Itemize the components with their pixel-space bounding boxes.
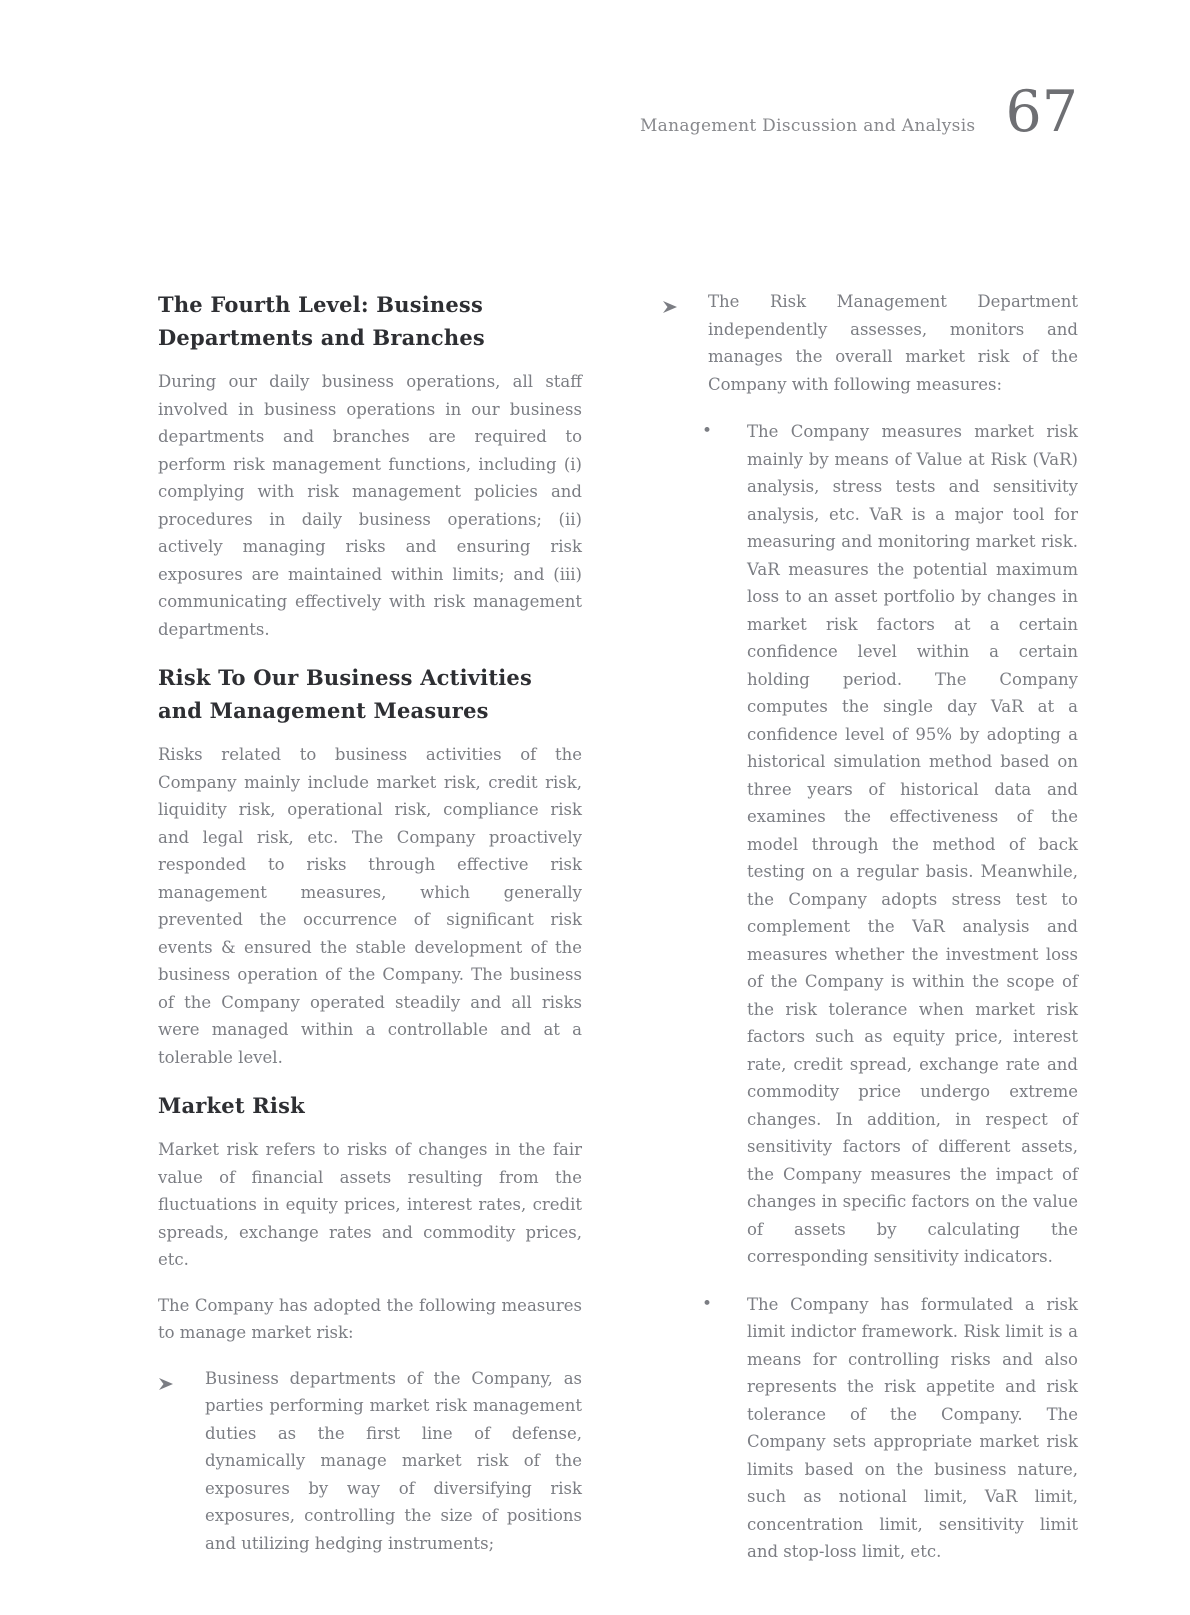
bullet-text-var-analysis: The Company measures market risk mainly by means of Value at Risk (VaR) analysis, stress tests and sensitivity analysis, etc. VaR is a major tool for measuring and monitoring market risk. VaR measures the potential maximum loss to an asset portfolio by changes in market risk factors at a certain confidence level within a certain holding period. The Company computes the single day VaR at a confidence level of 95% by adopting a historical simulation method based on three years of historical data and examines the effectiveness of the model through the method of back testing on a regular basis. Meanwhile, the Company adopts stress test to complement the VaR analysis and measures whether the investment loss of the Company is within the scope of the risk tolerance when market risk factors such as equity price, interest rate, credit spread, exchange rate and commodity price undergo extreme changes. In addition, in respect of sensitivity factors of different assets, the Company measures the impact of changes in specific factors on the value of assets by calculating the corresponding sensitivity indicators. [747, 422, 1078, 1266]
running-header-title: Management Discussion and Analysis [639, 116, 976, 136]
dot-bullet-item [702, 1291, 1078, 1566]
page-header [639, 79, 1078, 145]
bullet-text-risk-management-department: The Risk Management Department independently assesses, monitors and manages the overall market risk of the Company with following measures: [708, 292, 1078, 394]
arrow-bullet-icon [662, 288, 708, 398]
heading-fourth-level: The Fourth Level: Business Departments and Branches [158, 292, 485, 350]
arrow-bullet-icon [158, 1365, 205, 1558]
paragraph-adopted-measures-intro: The Company has adopted the following measures to manage market risk: [158, 1295, 582, 1342]
arrow-bullet-item [662, 288, 1078, 398]
paragraph-daily-operations: During our daily business operations, all staff involved in business operations in our business departments and branches are required to perform risk management functions, including (i) complying with risk management policies and procedures in daily business operations; (ii) actively managing risks and ensuring risk exposures are maintained within limits; and (iii) communicating effectively with risk management departments. [158, 372, 582, 639]
bullet-text-risk-limit-framework: The Company has formulated a risk limit indictor framework. Risk limit is a means for controlling risks and also represents the risk appetite and risk tolerance of the Company. The Company sets appropriate market risk limits based on the business nature, such as notional limit, VaR limit, concentration limit, sensitivity limit and stop-loss limit, etc. [747, 1294, 1078, 1561]
dot-bullet-icon: • [702, 421, 713, 441]
paragraph-market-risk-definition: Market risk refers to risks of changes in the fair value of financial assets resulting from the fluctuations in equity prices, interest rates, credit spreads, exchange rates and commodity prices, etc. [158, 1140, 582, 1269]
dot-bullet-icon: • [702, 1293, 713, 1314]
page-number: 67 [1005, 79, 1078, 145]
paragraph-risks-related: Risks related to business activities of the Company mainly include market risk, credit risk, liquidity risk, operational risk, compliance risk and legal risk, etc. The Company proactively responded to risks through effective risk management measures, which generally prevented the occurrence of significant risk events & ensured the stable development of the business operation of the Company. The business of the Company operated steadily and all risks were managed within a controllable and at a tolerable level. [158, 745, 582, 1067]
dot-bullet-item [702, 418, 1078, 1271]
heading-market-risk: Market Risk [158, 1093, 305, 1118]
left-column [158, 288, 582, 1577]
bullet-text-business-departments: Business departments of the Company, as parties performing market risk management duties as the first line of defense, dynamically manage market risk of the exposures by way of diversifying risk exposures, controlling the size of positions and utilizing hedging instruments; [205, 1368, 582, 1553]
arrow-bullet-item [158, 1365, 582, 1558]
right-column [662, 288, 1078, 1586]
heading-risk-to-business: Risk To Our Business Activities and Management Measures [158, 665, 532, 723]
